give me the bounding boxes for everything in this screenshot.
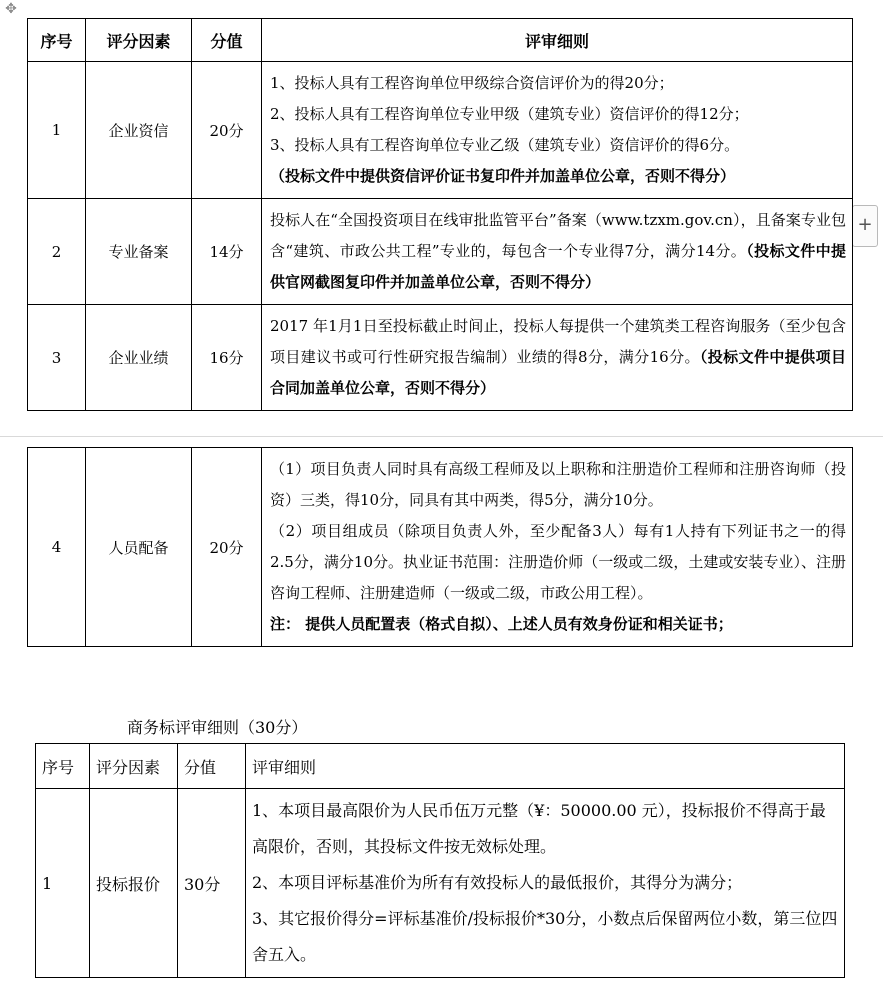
- criteria-line: 3、其它报价得分=评标基准价/投标报价*30分，小数点后保留两位小数，第三位四舍五入。: [252, 909, 838, 964]
- table-move-handle-icon[interactable]: ✥: [5, 1, 17, 17]
- row-criteria: [262, 448, 853, 647]
- criteria-note: （投标文件中提供资信评价证书复印件并加盖单位公章，否则不得分）: [270, 167, 736, 185]
- table-row: [28, 448, 853, 647]
- header-criteria: 评审细则: [246, 744, 845, 789]
- criteria-line: 1、本项目最高限价为人民币伍万元整（¥：50000.00 元），投标报价不得高于最高限价，否则，其投标文件按无效标处理。: [252, 801, 826, 856]
- criteria-note: 注： 提供人员配置表（格式自拟）、上述人员有效身份证和相关证书；: [270, 615, 733, 633]
- row-score: 16分: [192, 305, 262, 411]
- scoring-table-staffing: [27, 447, 853, 647]
- row-serial: 3: [28, 305, 86, 411]
- table-row: [36, 789, 845, 978]
- header-score: 分值: [178, 744, 246, 789]
- criteria-note: （投标文件中提供官网截图复印件并加盖单位公章，否则不得分）: [270, 242, 846, 291]
- scoring-table-technical: [27, 18, 853, 411]
- row-score: 30分: [178, 789, 246, 978]
- row-criteria: [262, 62, 853, 199]
- row-factor: 企业业绩: [86, 305, 192, 411]
- row-factor: 人员配备: [86, 448, 192, 647]
- row-criteria: [262, 305, 853, 411]
- criteria-line: 2、本项目评标基准价为所有有效投标人的最低报价，其得分为满分；: [252, 873, 743, 892]
- row-serial: 1: [28, 62, 86, 199]
- header-factor: 评分因素: [86, 19, 192, 62]
- row-criteria: [262, 199, 853, 305]
- criteria-line: 1、投标人具有工程咨询单位甲级综合资信评价为的得20分；: [270, 74, 674, 92]
- criteria-line: 2、投标人具有工程咨询单位专业甲级（建筑专业）资信评价的得12分；: [270, 105, 749, 123]
- row-criteria: [246, 789, 845, 978]
- criteria-text: 2017 年1月1日至投标截止时间止，投标人每提供一个建筑类工程咨询服务（至少包含项目建议书或可行性研究报告编制）业绩的得8分，满分16分。: [270, 317, 846, 366]
- scoring-table-commercial: [35, 743, 845, 978]
- add-column-button[interactable]: +: [852, 205, 878, 247]
- row-factor: 企业资信: [86, 62, 192, 199]
- header-score: 分值: [192, 19, 262, 62]
- table-row: [28, 199, 853, 305]
- row-serial: 4: [28, 448, 86, 647]
- row-factor: 专业备案: [86, 199, 192, 305]
- criteria-note: （投标文件中提供项目合同加盖单位公章，否则不得分）: [270, 348, 846, 397]
- row-score: 20分: [192, 448, 262, 647]
- row-serial: 2: [28, 199, 86, 305]
- row-serial: 1: [36, 789, 90, 978]
- criteria-line: 3、投标人具有工程咨询单位专业乙级（建筑专业）资信评价的得6分。: [270, 136, 740, 154]
- criteria-text: 投标人在“全国投资项目在线审批监管平台”备案（www.tzxm.gov.cn），且备案专业包含“建筑、市政公共工程”专业的，每包含一个专业得7分，满分14分。: [270, 211, 846, 260]
- table-header-row: [28, 19, 853, 62]
- table-row: [28, 62, 853, 199]
- header-serial: 序号: [36, 744, 90, 789]
- row-factor: 投标报价: [90, 789, 178, 978]
- table-row: [28, 305, 853, 411]
- criteria-paragraph: （2）项目组成员（除项目负责人外，至少配备3人）每有1人持有下列证书之一的得2.5分，满分10分。执业证书范围：注册造价师（一级或二级，土建或安装专业）、注册咨询工程师、注册建造师（一级或二级，市政公用工程）。: [270, 522, 846, 602]
- header-factor: 评分因素: [90, 744, 178, 789]
- row-score: 20分: [192, 62, 262, 199]
- section-subtitle: 商务标评审细则（30分）: [127, 718, 308, 737]
- header-criteria: 评审细则: [262, 19, 853, 62]
- criteria-paragraph: （1）项目负责人同时具有高级工程师及以上职称和注册造价工程师和注册咨询师（投资）三类，得10分，同具有其中两类，得5分，满分10分。: [270, 460, 846, 509]
- table-header-row: [36, 744, 845, 789]
- row-score: 14分: [192, 199, 262, 305]
- header-serial: 序号: [28, 19, 86, 62]
